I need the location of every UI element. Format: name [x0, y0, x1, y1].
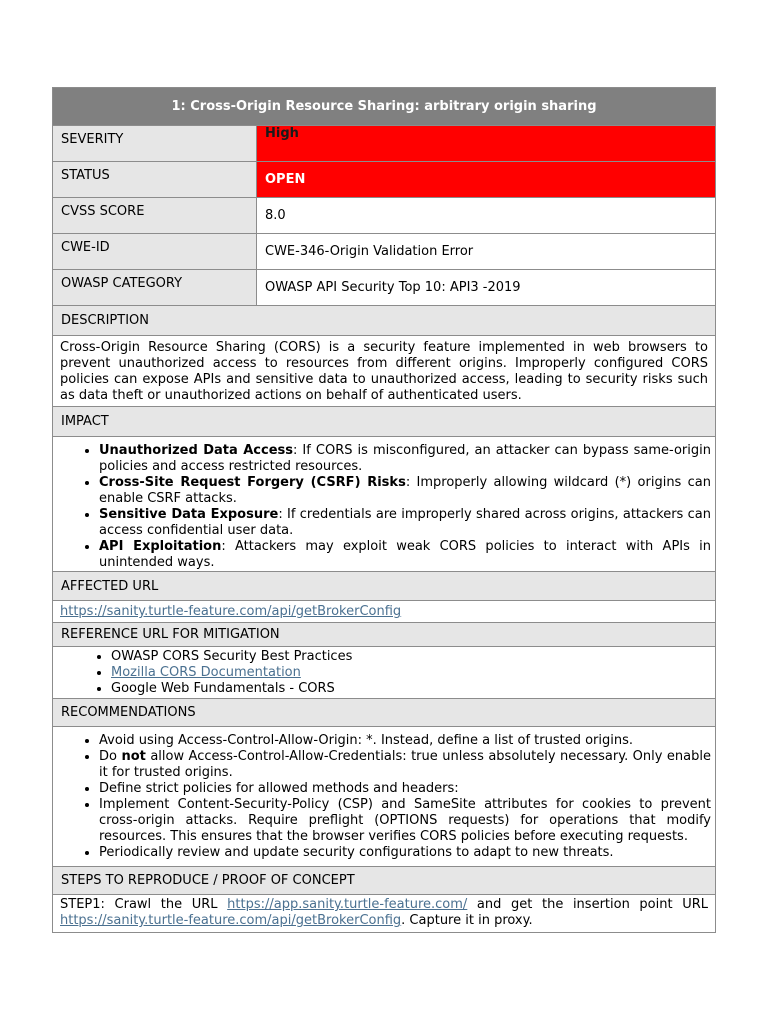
cvss-value: 8.0 [265, 208, 286, 223]
recommendation-item: • Avoid using Access-Control-Allow-Origin: *. Instead, define a list of trusted origins. [99, 733, 715, 749]
affected-url-link[interactable]: https://sanity.turtle-feature.com/api/getBrokerConfig [60, 604, 402, 619]
impact-list [53, 443, 715, 571]
status-row [53, 162, 715, 198]
impact-heading: IMPACT [53, 407, 715, 437]
mozilla-cors-link[interactable]: Mozilla CORS Documentation [111, 665, 301, 680]
reference-item: • Google Web Fundamentals - CORS [111, 681, 715, 697]
status-label: STATUS [53, 162, 257, 197]
recommendations-list [53, 733, 715, 861]
reference-list [53, 649, 715, 697]
impact-body [53, 437, 715, 572]
report-title: 1: Cross-Origin Resource Sharing: arbitrary origin sharing [53, 88, 715, 126]
impact-item: • Unauthorized Data Access: If CORS is misconfigured, an attacker can bypass same-origin policies and access restricted resources. [99, 443, 715, 475]
cvss-label: CVSS SCORE [53, 198, 257, 233]
crawl-url-link[interactable]: https://app.sanity.turtle-feature.com/ [227, 897, 468, 912]
description-text: Cross-Origin Resource Sharing (CORS) is a security feature implemented in web browsers to prevent unauthorized access to resources from different origins. Improperly configured CORS policies can expose APIs and sensitive data to unauthorized access, leading to security risks such as data theft or unauthorized actions on behalf of authenticated users. [53, 336, 715, 407]
severity-label: SEVERITY [53, 126, 257, 161]
reference-body [53, 647, 715, 699]
impact-item: • Cross-Site Request Forgery (CSRF) Risks: Improperly allowing wildcard (*) origins can enable CSRF attacks. [99, 475, 715, 507]
owasp-label: OWASP CATEGORY [53, 270, 257, 305]
status-value: OPEN [257, 162, 715, 197]
cwe-label: CWE-ID [53, 234, 257, 269]
reference-item: • OWASP CORS Security Best Practices [111, 649, 715, 665]
recommendation-item: • Define strict policies for allowed methods and headers: [99, 781, 715, 797]
cwe-row [53, 234, 715, 270]
cwe-value: CWE-346-Origin Validation Error [265, 244, 474, 259]
affected-url-heading: AFFECTED URL [53, 572, 715, 601]
vulnerability-report-table [52, 87, 716, 933]
recommendations-body [53, 727, 715, 867]
severity-row [53, 126, 715, 162]
recommendation-item: • Periodically review and update security configurations to adapt to new threats. [99, 845, 715, 861]
owasp-row [53, 270, 715, 306]
recommendations-heading: RECOMMENDATIONS [53, 699, 715, 727]
impact-item: • API Exploitation: Attackers may exploit weak CORS policies to interact with APIs in unintended ways. [99, 539, 715, 571]
cvss-row [53, 198, 715, 234]
impact-item: • Sensitive Data Exposure: If credentials are improperly shared across origins, attackers can access confidential user data. [99, 507, 715, 539]
owasp-value: OWASP API Security Top 10: API3 -2019 [265, 280, 521, 295]
affected-url-body [53, 601, 715, 623]
recommendation-item: • Implement Content-Security-Policy (CSP) and SameSite attributes for cookies to prevent cross-origin attacks. Require preflight (OPTIONS requests) for operations that modify resources. This ensures that the browser verifies CORS policies before executing requests. [99, 797, 715, 845]
recommendation-item: • Do not allow Access-Control-Allow-Credentials: true unless absolutely necessary. Only enable it for trusted origins. [99, 749, 715, 781]
steps-body: STEP1: Crawl the URL https://app.sanity.turtle-feature.com/ and get the insertion point URL https://sanity.turtle-feature.com/api/getBrokerConfig. Capture it in proxy. [60, 897, 709, 928]
severity-value: High [257, 126, 715, 161]
reference-item [111, 665, 715, 681]
description-heading: DESCRIPTION [53, 306, 715, 336]
insertion-point-link[interactable]: https://sanity.turtle-feature.com/api/getBrokerConfig [60, 913, 402, 928]
steps-heading: STEPS TO REPRODUCE / PROOF OF CONCEPT [53, 867, 715, 895]
reference-heading: REFERENCE URL FOR MITIGATION [53, 623, 715, 647]
